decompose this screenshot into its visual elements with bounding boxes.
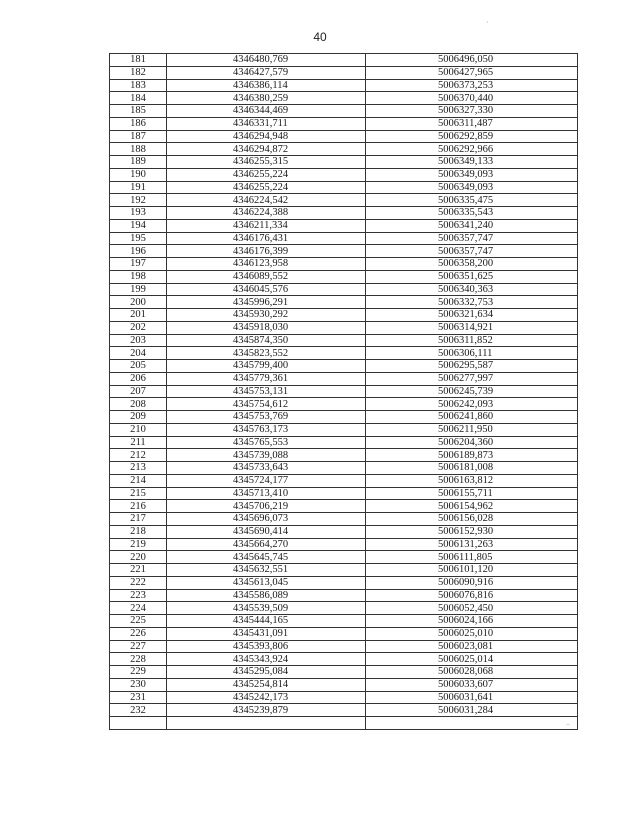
page-number: 40 bbox=[313, 30, 327, 44]
x-coordinate-cell: 4345431,091 bbox=[167, 627, 366, 640]
x-coordinate-cell: 4346224,388 bbox=[167, 207, 366, 220]
point-number-cell: 204 bbox=[110, 347, 167, 360]
table-row bbox=[110, 525, 578, 538]
y-coordinate-cell: 5006028,068 bbox=[366, 666, 578, 679]
table-row bbox=[110, 156, 578, 169]
x-coordinate-cell: 4345754,612 bbox=[167, 398, 366, 411]
y-coordinate-cell: 5006327,330 bbox=[366, 105, 578, 118]
table-row bbox=[110, 296, 578, 309]
point-number-cell: 209 bbox=[110, 411, 167, 424]
table-row bbox=[110, 564, 578, 577]
y-coordinate-cell: 5006154,962 bbox=[366, 500, 578, 513]
table-row bbox=[110, 385, 578, 398]
x-coordinate-cell: 4345444,165 bbox=[167, 615, 366, 628]
point-number-cell: 197 bbox=[110, 258, 167, 271]
y-coordinate-cell: 5006314,921 bbox=[366, 321, 578, 334]
x-coordinate-cell: 4345706,219 bbox=[167, 500, 366, 513]
y-coordinate-cell: 5006351,625 bbox=[366, 270, 578, 283]
point-number-cell: 194 bbox=[110, 219, 167, 232]
y-coordinate-cell: 5006357,747 bbox=[366, 232, 578, 245]
table-row bbox=[110, 232, 578, 245]
point-number-cell: 182 bbox=[110, 66, 167, 79]
x-coordinate-cell: 4346224,542 bbox=[167, 194, 366, 207]
point-number-cell: 224 bbox=[110, 602, 167, 615]
y-coordinate-cell: 5006189,873 bbox=[366, 449, 578, 462]
y-coordinate-cell: 5006311,487 bbox=[366, 117, 578, 130]
point-number-cell: 196 bbox=[110, 245, 167, 258]
x-coordinate-cell: 4345874,350 bbox=[167, 334, 366, 347]
y-coordinate-cell: 5006427,965 bbox=[366, 66, 578, 79]
point-number-cell: 198 bbox=[110, 270, 167, 283]
y-coordinate-cell: 5006131,263 bbox=[366, 538, 578, 551]
y-coordinate-cell: 5006031,641 bbox=[366, 691, 578, 704]
x-coordinate-cell: 4346045,576 bbox=[167, 283, 366, 296]
x-coordinate-cell: 4345539,509 bbox=[167, 602, 366, 615]
table-row bbox=[110, 130, 578, 143]
table-row bbox=[110, 194, 578, 207]
table-row bbox=[110, 66, 578, 79]
x-coordinate-cell: 4345632,551 bbox=[167, 564, 366, 577]
x-coordinate-cell: 4346255,224 bbox=[167, 181, 366, 194]
x-coordinate-cell: 4346480,769 bbox=[167, 54, 366, 67]
point-number-cell: 211 bbox=[110, 436, 167, 449]
point-number-cell: 201 bbox=[110, 309, 167, 322]
table-row bbox=[110, 207, 578, 220]
y-coordinate-cell: 5006321,634 bbox=[366, 309, 578, 322]
x-coordinate-cell: 4345799,400 bbox=[167, 360, 366, 373]
y-coordinate-cell: 5006033,607 bbox=[366, 678, 578, 691]
x-coordinate-cell: 4345724,177 bbox=[167, 474, 366, 487]
table-row bbox=[110, 462, 578, 475]
x-coordinate-cell: 4346123,958 bbox=[167, 258, 366, 271]
x-coordinate-cell: 4346176,431 bbox=[167, 232, 366, 245]
scan-speck: · bbox=[486, 18, 489, 27]
point-number-cell: 184 bbox=[110, 92, 167, 105]
y-coordinate-cell: 5006024,166 bbox=[366, 615, 578, 628]
x-coordinate-cell: 4345242,173 bbox=[167, 691, 366, 704]
x-coordinate-cell: 4345918,030 bbox=[167, 321, 366, 334]
table-row bbox=[110, 666, 578, 679]
y-coordinate-cell: 5006292,859 bbox=[366, 130, 578, 143]
table-row bbox=[110, 105, 578, 118]
table-row bbox=[110, 347, 578, 360]
point-number-cell: 217 bbox=[110, 513, 167, 526]
x-coordinate-cell: 4345739,088 bbox=[167, 449, 366, 462]
y-coordinate-cell: 5006349,093 bbox=[366, 168, 578, 181]
x-coordinate-cell: 4345753,131 bbox=[167, 385, 366, 398]
table-row bbox=[110, 538, 578, 551]
x-coordinate-cell: 4345996,291 bbox=[167, 296, 366, 309]
table-row bbox=[110, 258, 578, 271]
empty-cell bbox=[110, 717, 167, 730]
table-row bbox=[110, 283, 578, 296]
x-coordinate-cell: 4346255,224 bbox=[167, 168, 366, 181]
y-coordinate-cell: 5006340,363 bbox=[366, 283, 578, 296]
table-row bbox=[110, 360, 578, 373]
table-row bbox=[110, 640, 578, 653]
empty-cell bbox=[167, 717, 366, 730]
x-coordinate-cell: 4346331,711 bbox=[167, 117, 366, 130]
point-number-cell: 199 bbox=[110, 283, 167, 296]
y-coordinate-cell: 5006349,133 bbox=[366, 156, 578, 169]
point-number-cell: 229 bbox=[110, 666, 167, 679]
point-number-cell: 216 bbox=[110, 500, 167, 513]
point-number-cell: 220 bbox=[110, 551, 167, 564]
y-coordinate-cell: 5006155,711 bbox=[366, 487, 578, 500]
point-number-cell: 208 bbox=[110, 398, 167, 411]
y-coordinate-cell: 5006335,543 bbox=[366, 207, 578, 220]
table-row bbox=[110, 334, 578, 347]
table-row bbox=[110, 487, 578, 500]
x-coordinate-cell: 4345733,643 bbox=[167, 462, 366, 475]
table-row bbox=[110, 54, 578, 67]
x-coordinate-cell: 4345343,924 bbox=[167, 653, 366, 666]
table-row bbox=[110, 309, 578, 322]
x-coordinate-cell: 4345779,361 bbox=[167, 372, 366, 385]
point-number-cell: 212 bbox=[110, 449, 167, 462]
table-row bbox=[110, 270, 578, 283]
y-coordinate-cell: 5006052,450 bbox=[366, 602, 578, 615]
table-row bbox=[110, 678, 578, 691]
y-coordinate-cell: 5006241,860 bbox=[366, 411, 578, 424]
point-number-cell: 183 bbox=[110, 79, 167, 92]
point-number-cell: 221 bbox=[110, 564, 167, 577]
table-row bbox=[110, 398, 578, 411]
y-coordinate-cell: 5006277,997 bbox=[366, 372, 578, 385]
point-number-cell: 225 bbox=[110, 615, 167, 628]
table-row bbox=[110, 436, 578, 449]
point-number-cell: 210 bbox=[110, 423, 167, 436]
table-row bbox=[110, 181, 578, 194]
x-coordinate-cell: 4345765,553 bbox=[167, 436, 366, 449]
table-row bbox=[110, 653, 578, 666]
y-coordinate-cell: 5006245,739 bbox=[366, 385, 578, 398]
x-coordinate-cell: 4345645,745 bbox=[167, 551, 366, 564]
point-number-cell: 214 bbox=[110, 474, 167, 487]
coordinates-table-container bbox=[109, 53, 577, 730]
table-row bbox=[110, 372, 578, 385]
point-number-cell: 230 bbox=[110, 678, 167, 691]
x-coordinate-cell: 4346380,259 bbox=[167, 92, 366, 105]
point-number-cell: 193 bbox=[110, 207, 167, 220]
y-coordinate-cell: 5006292,966 bbox=[366, 143, 578, 156]
y-coordinate-cell: 5006306,111 bbox=[366, 347, 578, 360]
coordinates-table bbox=[109, 53, 578, 730]
table-row bbox=[110, 321, 578, 334]
x-coordinate-cell: 4346294,948 bbox=[167, 130, 366, 143]
table-row bbox=[110, 79, 578, 92]
y-coordinate-cell: 5006211,950 bbox=[366, 423, 578, 436]
y-coordinate-cell: 5006341,240 bbox=[366, 219, 578, 232]
x-coordinate-cell: 4346255,315 bbox=[167, 156, 366, 169]
x-coordinate-cell: 4346176,399 bbox=[167, 245, 366, 258]
point-number-cell: 206 bbox=[110, 372, 167, 385]
y-coordinate-cell: 5006152,930 bbox=[366, 525, 578, 538]
point-number-cell: 207 bbox=[110, 385, 167, 398]
table-row bbox=[110, 143, 578, 156]
point-number-cell: 203 bbox=[110, 334, 167, 347]
point-number-cell: 185 bbox=[110, 105, 167, 118]
x-coordinate-cell: 4345930,292 bbox=[167, 309, 366, 322]
table-row bbox=[110, 474, 578, 487]
empty-cell bbox=[366, 717, 578, 730]
table-row bbox=[110, 168, 578, 181]
y-coordinate-cell: 5006357,747 bbox=[366, 245, 578, 258]
y-coordinate-cell: 5006156,028 bbox=[366, 513, 578, 526]
point-number-cell: 218 bbox=[110, 525, 167, 538]
x-coordinate-cell: 4345664,270 bbox=[167, 538, 366, 551]
y-coordinate-cell: 5006025,014 bbox=[366, 653, 578, 666]
table-row bbox=[110, 691, 578, 704]
y-coordinate-cell: 5006023,081 bbox=[366, 640, 578, 653]
table-row bbox=[110, 513, 578, 526]
point-number-cell: 215 bbox=[110, 487, 167, 500]
x-coordinate-cell: 4345713,410 bbox=[167, 487, 366, 500]
x-coordinate-cell: 4345613,045 bbox=[167, 576, 366, 589]
x-coordinate-cell: 4345254,814 bbox=[167, 678, 366, 691]
y-coordinate-cell: 5006111,805 bbox=[366, 551, 578, 564]
y-coordinate-cell: 5006076,816 bbox=[366, 589, 578, 602]
x-coordinate-cell: 4345823,552 bbox=[167, 347, 366, 360]
y-coordinate-cell: 5006242,093 bbox=[366, 398, 578, 411]
y-coordinate-cell: 5006163,812 bbox=[366, 474, 578, 487]
x-coordinate-cell: 4346211,334 bbox=[167, 219, 366, 232]
point-number-cell: 195 bbox=[110, 232, 167, 245]
y-coordinate-cell: 5006031,284 bbox=[366, 704, 578, 717]
table-row bbox=[110, 589, 578, 602]
point-number-cell: 192 bbox=[110, 194, 167, 207]
point-number-cell: 188 bbox=[110, 143, 167, 156]
y-coordinate-cell: 5006101,120 bbox=[366, 564, 578, 577]
point-number-cell: 181 bbox=[110, 54, 167, 67]
table-row bbox=[110, 219, 578, 232]
table-row bbox=[110, 576, 578, 589]
point-number-cell: 227 bbox=[110, 640, 167, 653]
x-coordinate-cell: 4345690,414 bbox=[167, 525, 366, 538]
x-coordinate-cell: 4345239,879 bbox=[167, 704, 366, 717]
x-coordinate-cell: 4346344,469 bbox=[167, 105, 366, 118]
y-coordinate-cell: 5006311,852 bbox=[366, 334, 578, 347]
table-row bbox=[110, 500, 578, 513]
x-coordinate-cell: 4345753,769 bbox=[167, 411, 366, 424]
table-row bbox=[110, 92, 578, 105]
y-coordinate-cell: 5006332,753 bbox=[366, 296, 578, 309]
table-row bbox=[110, 551, 578, 564]
y-coordinate-cell: 5006335,475 bbox=[366, 194, 578, 207]
point-number-cell: 191 bbox=[110, 181, 167, 194]
x-coordinate-cell: 4345295,084 bbox=[167, 666, 366, 679]
point-number-cell: 186 bbox=[110, 117, 167, 130]
point-number-cell: 219 bbox=[110, 538, 167, 551]
point-number-cell: 223 bbox=[110, 589, 167, 602]
y-coordinate-cell: 5006204,360 bbox=[366, 436, 578, 449]
table-row bbox=[110, 245, 578, 258]
y-coordinate-cell: 5006090,916 bbox=[366, 576, 578, 589]
table-row bbox=[110, 602, 578, 615]
point-number-cell: 226 bbox=[110, 627, 167, 640]
x-coordinate-cell: 4345763,173 bbox=[167, 423, 366, 436]
x-coordinate-cell: 4345696,073 bbox=[167, 513, 366, 526]
y-coordinate-cell: 5006181,008 bbox=[366, 462, 578, 475]
table-row bbox=[110, 449, 578, 462]
point-number-cell: 202 bbox=[110, 321, 167, 334]
point-number-cell: 200 bbox=[110, 296, 167, 309]
table-row bbox=[110, 627, 578, 640]
x-coordinate-cell: 4345393,806 bbox=[167, 640, 366, 653]
table-row bbox=[110, 704, 578, 717]
point-number-cell: 190 bbox=[110, 168, 167, 181]
table-row bbox=[110, 411, 578, 424]
point-number-cell: 189 bbox=[110, 156, 167, 169]
y-coordinate-cell: 5006373,253 bbox=[366, 79, 578, 92]
x-coordinate-cell: 4346294,872 bbox=[167, 143, 366, 156]
point-number-cell: 228 bbox=[110, 653, 167, 666]
y-coordinate-cell: 5006358,200 bbox=[366, 258, 578, 271]
x-coordinate-cell: 4346089,552 bbox=[167, 270, 366, 283]
y-coordinate-cell: 5006370,440 bbox=[366, 92, 578, 105]
table-row bbox=[110, 423, 578, 436]
point-number-cell: 187 bbox=[110, 130, 167, 143]
x-coordinate-cell: 4346427,579 bbox=[167, 66, 366, 79]
point-number-cell: 205 bbox=[110, 360, 167, 373]
point-number-cell: 213 bbox=[110, 462, 167, 475]
scan-speck: – bbox=[566, 718, 570, 728]
point-number-cell: 222 bbox=[110, 576, 167, 589]
x-coordinate-cell: 4346386,114 bbox=[167, 79, 366, 92]
point-number-cell: 232 bbox=[110, 704, 167, 717]
coordinates-table-body bbox=[110, 54, 578, 730]
y-coordinate-cell: 5006025,010 bbox=[366, 627, 578, 640]
empty-table-row bbox=[110, 717, 578, 730]
x-coordinate-cell: 4345586,089 bbox=[167, 589, 366, 602]
y-coordinate-cell: 5006295,587 bbox=[366, 360, 578, 373]
y-coordinate-cell: 5006349,093 bbox=[366, 181, 578, 194]
table-row bbox=[110, 117, 578, 130]
table-row bbox=[110, 615, 578, 628]
y-coordinate-cell: 5006496,050 bbox=[366, 54, 578, 67]
point-number-cell: 231 bbox=[110, 691, 167, 704]
